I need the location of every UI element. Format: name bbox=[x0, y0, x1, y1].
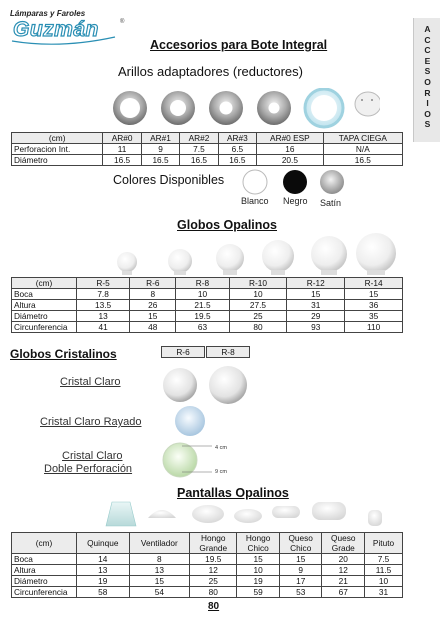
table-cell: 31 bbox=[365, 587, 403, 598]
pituto-image bbox=[368, 510, 382, 526]
page-number: 80 bbox=[208, 601, 220, 612]
cristal-claro-r6-image bbox=[163, 368, 197, 402]
color-label-negro: Negro bbox=[283, 196, 308, 206]
table-header-cell: Hongo Grande bbox=[190, 533, 237, 554]
colors-title: Colores Disponibles bbox=[113, 173, 225, 187]
globo-r5-image bbox=[117, 252, 137, 275]
table-header-cell: AR#2 bbox=[180, 133, 218, 144]
table-row bbox=[12, 565, 403, 576]
table-cell: 58 bbox=[77, 587, 130, 598]
cristal-rayado-image bbox=[175, 406, 205, 436]
table-header-cell: R-5 bbox=[77, 278, 130, 289]
table-cell: 15 bbox=[237, 554, 280, 565]
color-label-blanco: Blanco bbox=[241, 196, 269, 206]
side-letter: O bbox=[424, 76, 431, 87]
table-cell: 27.5 bbox=[229, 300, 287, 311]
table-cell: 10 bbox=[237, 565, 280, 576]
table-header-cell: AR#1 bbox=[141, 133, 179, 144]
table-cell: 12 bbox=[322, 565, 365, 576]
table-row bbox=[12, 587, 403, 598]
side-letter: O bbox=[424, 108, 431, 119]
table-cell: 9 bbox=[141, 144, 179, 155]
table-cell: 21.5 bbox=[176, 300, 229, 311]
model-pill-r6: R-6 bbox=[161, 346, 205, 358]
table-cell: 15 bbox=[279, 554, 322, 565]
dim-label-bottom: 9 cm bbox=[215, 469, 227, 475]
table-row bbox=[12, 300, 403, 311]
table-cell: 10 bbox=[365, 576, 403, 587]
table-cell: 21 bbox=[322, 576, 365, 587]
side-section-tab bbox=[413, 18, 440, 142]
table-header-cell: Pituto bbox=[365, 533, 403, 554]
table-cell: 110 bbox=[345, 322, 403, 333]
table-header-cell: Hongo Chico bbox=[237, 533, 280, 554]
table-cell: 31 bbox=[287, 300, 345, 311]
table-cell: 13 bbox=[77, 311, 130, 322]
globo-r10-image bbox=[262, 240, 294, 275]
table-row bbox=[12, 322, 403, 333]
table-header-cell: AR#0 bbox=[103, 133, 141, 144]
table-cell: 7.5 bbox=[180, 144, 218, 155]
row-label: Diámetro bbox=[12, 155, 103, 166]
arillo-ar1-image bbox=[161, 91, 195, 125]
globos-cristalinos-title: Globos Cristalinos bbox=[10, 347, 117, 361]
table-header-cell: AR#0 ESP bbox=[257, 133, 324, 144]
table-header-cell: (cm) bbox=[12, 533, 77, 554]
table-cell: 80 bbox=[190, 587, 237, 598]
swatch-negro bbox=[283, 170, 307, 194]
swatch-satin bbox=[320, 170, 344, 194]
cristal-claro-label: Cristal Claro bbox=[60, 376, 121, 388]
row-label: Altura bbox=[12, 565, 77, 576]
table-cell: 10 bbox=[176, 289, 229, 300]
row-label: Diámetro bbox=[12, 311, 77, 322]
table-cell: 8 bbox=[129, 554, 190, 565]
table-header-cell: AR#3 bbox=[218, 133, 256, 144]
table-cell: 25 bbox=[190, 576, 237, 587]
table-cell: 11.5 bbox=[365, 565, 403, 576]
model-pill-r8: R-8 bbox=[206, 346, 250, 358]
side-letter: S bbox=[424, 119, 431, 130]
table-header-cell: Queso Grade bbox=[322, 533, 365, 554]
table-header-row bbox=[12, 278, 403, 289]
table-cell: 35 bbox=[345, 311, 403, 322]
side-letter: I bbox=[426, 98, 429, 109]
queso-grande-image bbox=[312, 502, 346, 520]
row-label: Circunferencia bbox=[12, 587, 77, 598]
row-label: Altura bbox=[12, 300, 77, 311]
table-row bbox=[12, 311, 403, 322]
brand-registered-mark: ® bbox=[120, 19, 125, 25]
table-cell: 19.5 bbox=[190, 554, 237, 565]
row-label: Perforacion Int. bbox=[12, 144, 103, 155]
table-cell: 7.5 bbox=[365, 554, 403, 565]
table-cell: 15 bbox=[287, 289, 345, 300]
side-letter: C bbox=[424, 34, 431, 45]
page-title: Accesorios para Bote Integral bbox=[150, 38, 328, 52]
arillos-subtitle: Arillos adaptadores (reductores) bbox=[118, 64, 303, 79]
table-cell: 19 bbox=[77, 576, 130, 587]
row-label: Boca bbox=[12, 554, 77, 565]
table-cell: 36 bbox=[345, 300, 403, 311]
table-cell: 19 bbox=[237, 576, 280, 587]
globo-r6-image bbox=[168, 249, 192, 275]
side-letter: A bbox=[424, 24, 431, 34]
table-header-cell: TAPA CIEGA bbox=[323, 133, 402, 144]
cristal-claro-r8-image bbox=[209, 366, 247, 404]
brand-tagline: Lámparas y Faroles bbox=[10, 9, 86, 18]
globos-opalinos-images bbox=[100, 232, 400, 276]
globo-r12-image bbox=[311, 236, 347, 275]
table-cell: 6.5 bbox=[218, 144, 256, 155]
quinque-image bbox=[106, 502, 136, 526]
table-header-cell: Quinque bbox=[77, 533, 130, 554]
table-cell: 12 bbox=[190, 565, 237, 576]
pantallas-images bbox=[100, 492, 400, 530]
table-cell: 13.5 bbox=[77, 300, 130, 311]
pantallas-title: Pantallas Opalinos bbox=[177, 486, 289, 500]
color-label-satin: Satín bbox=[320, 198, 342, 208]
table-cell: 15 bbox=[129, 576, 190, 587]
table-header-cell: R-14 bbox=[345, 278, 403, 289]
table-cell: 16.5 bbox=[141, 155, 179, 166]
table-cell: 93 bbox=[287, 322, 345, 333]
brand-logo bbox=[10, 19, 125, 45]
table-cell: 63 bbox=[176, 322, 229, 333]
table-cell: 8 bbox=[130, 289, 176, 300]
table-header-cell: Ventilador bbox=[129, 533, 190, 554]
globo-r8-image bbox=[216, 244, 244, 275]
globos-opalinos-title: Globos Opalinos bbox=[177, 218, 278, 232]
table-row bbox=[12, 554, 403, 565]
table-row bbox=[12, 155, 403, 166]
pantallas-table bbox=[11, 532, 403, 598]
table-cell: 7.8 bbox=[77, 289, 130, 300]
table-cell: 16.5 bbox=[180, 155, 218, 166]
color-swatches bbox=[240, 166, 350, 200]
table-cell: 16.5 bbox=[218, 155, 256, 166]
table-cell: 11 bbox=[103, 144, 141, 155]
table-header-cell: (cm) bbox=[12, 133, 103, 144]
table-cell: 67 bbox=[322, 587, 365, 598]
table-header-row bbox=[12, 533, 403, 554]
cristal-doble-label-line1: Cristal Claro bbox=[62, 450, 123, 462]
table-cell: 20.5 bbox=[257, 155, 324, 166]
table-cell: N/A bbox=[323, 144, 402, 155]
table-cell: 13 bbox=[77, 565, 130, 576]
arillo-ar2-image bbox=[209, 91, 243, 125]
table-cell: 16 bbox=[257, 144, 324, 155]
table-cell: 15 bbox=[130, 311, 176, 322]
ventilador-image bbox=[148, 510, 176, 518]
table-cell: 48 bbox=[130, 322, 176, 333]
table-cell: 54 bbox=[129, 587, 190, 598]
table-row bbox=[12, 289, 403, 300]
arillo-ar3-image bbox=[257, 91, 291, 125]
table-cell: 41 bbox=[77, 322, 130, 333]
cristal-claro-rayado-label: Cristal Claro Rayado bbox=[40, 416, 142, 428]
row-label: Circunferencia bbox=[12, 322, 77, 333]
table-cell: 9 bbox=[279, 565, 322, 576]
queso-chico-image bbox=[272, 506, 300, 518]
table-row bbox=[12, 576, 403, 587]
table-cell: 15 bbox=[345, 289, 403, 300]
table-cell: 29 bbox=[287, 311, 345, 322]
arillos-images bbox=[110, 88, 380, 130]
table-header-cell: R-10 bbox=[229, 278, 287, 289]
table-row bbox=[12, 144, 403, 155]
side-letter: E bbox=[424, 55, 431, 66]
table-header-cell: R-8 bbox=[176, 278, 229, 289]
hongo-grande-image bbox=[192, 505, 224, 523]
globos-opalinos-table bbox=[11, 277, 403, 333]
side-letter: C bbox=[424, 45, 431, 56]
table-header-cell: (cm) bbox=[12, 278, 77, 289]
swatch-blanco bbox=[243, 170, 267, 194]
table-header-row bbox=[12, 133, 403, 144]
table-cell: 59 bbox=[237, 587, 280, 598]
table-header-cell: Queso Chico bbox=[279, 533, 322, 554]
brand-name: Guzmán bbox=[13, 18, 99, 41]
table-cell: 53 bbox=[279, 587, 322, 598]
table-cell: 25 bbox=[229, 311, 287, 322]
table-cell: 10 bbox=[229, 289, 287, 300]
table-cell: 80 bbox=[229, 322, 287, 333]
cristal-doble-label-line2: Doble Perforación bbox=[44, 463, 133, 475]
row-label: Boca bbox=[12, 289, 77, 300]
globos-cristalinos-images bbox=[160, 364, 260, 482]
table-cell: 14 bbox=[77, 554, 130, 565]
table-cell: 13 bbox=[129, 565, 190, 576]
table-cell: 17 bbox=[279, 576, 322, 587]
tapa-ciega-image bbox=[355, 92, 380, 116]
table-header-cell: R-6 bbox=[130, 278, 176, 289]
side-letter: R bbox=[424, 87, 431, 98]
table-cell: 16.5 bbox=[103, 155, 141, 166]
table-cell: 26 bbox=[130, 300, 176, 311]
table-cell: 19.5 bbox=[176, 311, 229, 322]
arillo-ar0esp-image bbox=[305, 89, 343, 127]
arillos-table bbox=[11, 132, 403, 166]
table-header-cell: R-12 bbox=[287, 278, 345, 289]
side-letter: S bbox=[424, 66, 431, 77]
dim-label-top: 4 cm bbox=[215, 445, 227, 451]
table-cell: 20 bbox=[322, 554, 365, 565]
row-label: Diámetro bbox=[12, 576, 77, 587]
table-cell: 16.5 bbox=[323, 155, 402, 166]
arillo-ar0-image bbox=[113, 91, 147, 125]
hongo-chico-image bbox=[234, 509, 262, 523]
globo-r14-image bbox=[356, 233, 396, 275]
